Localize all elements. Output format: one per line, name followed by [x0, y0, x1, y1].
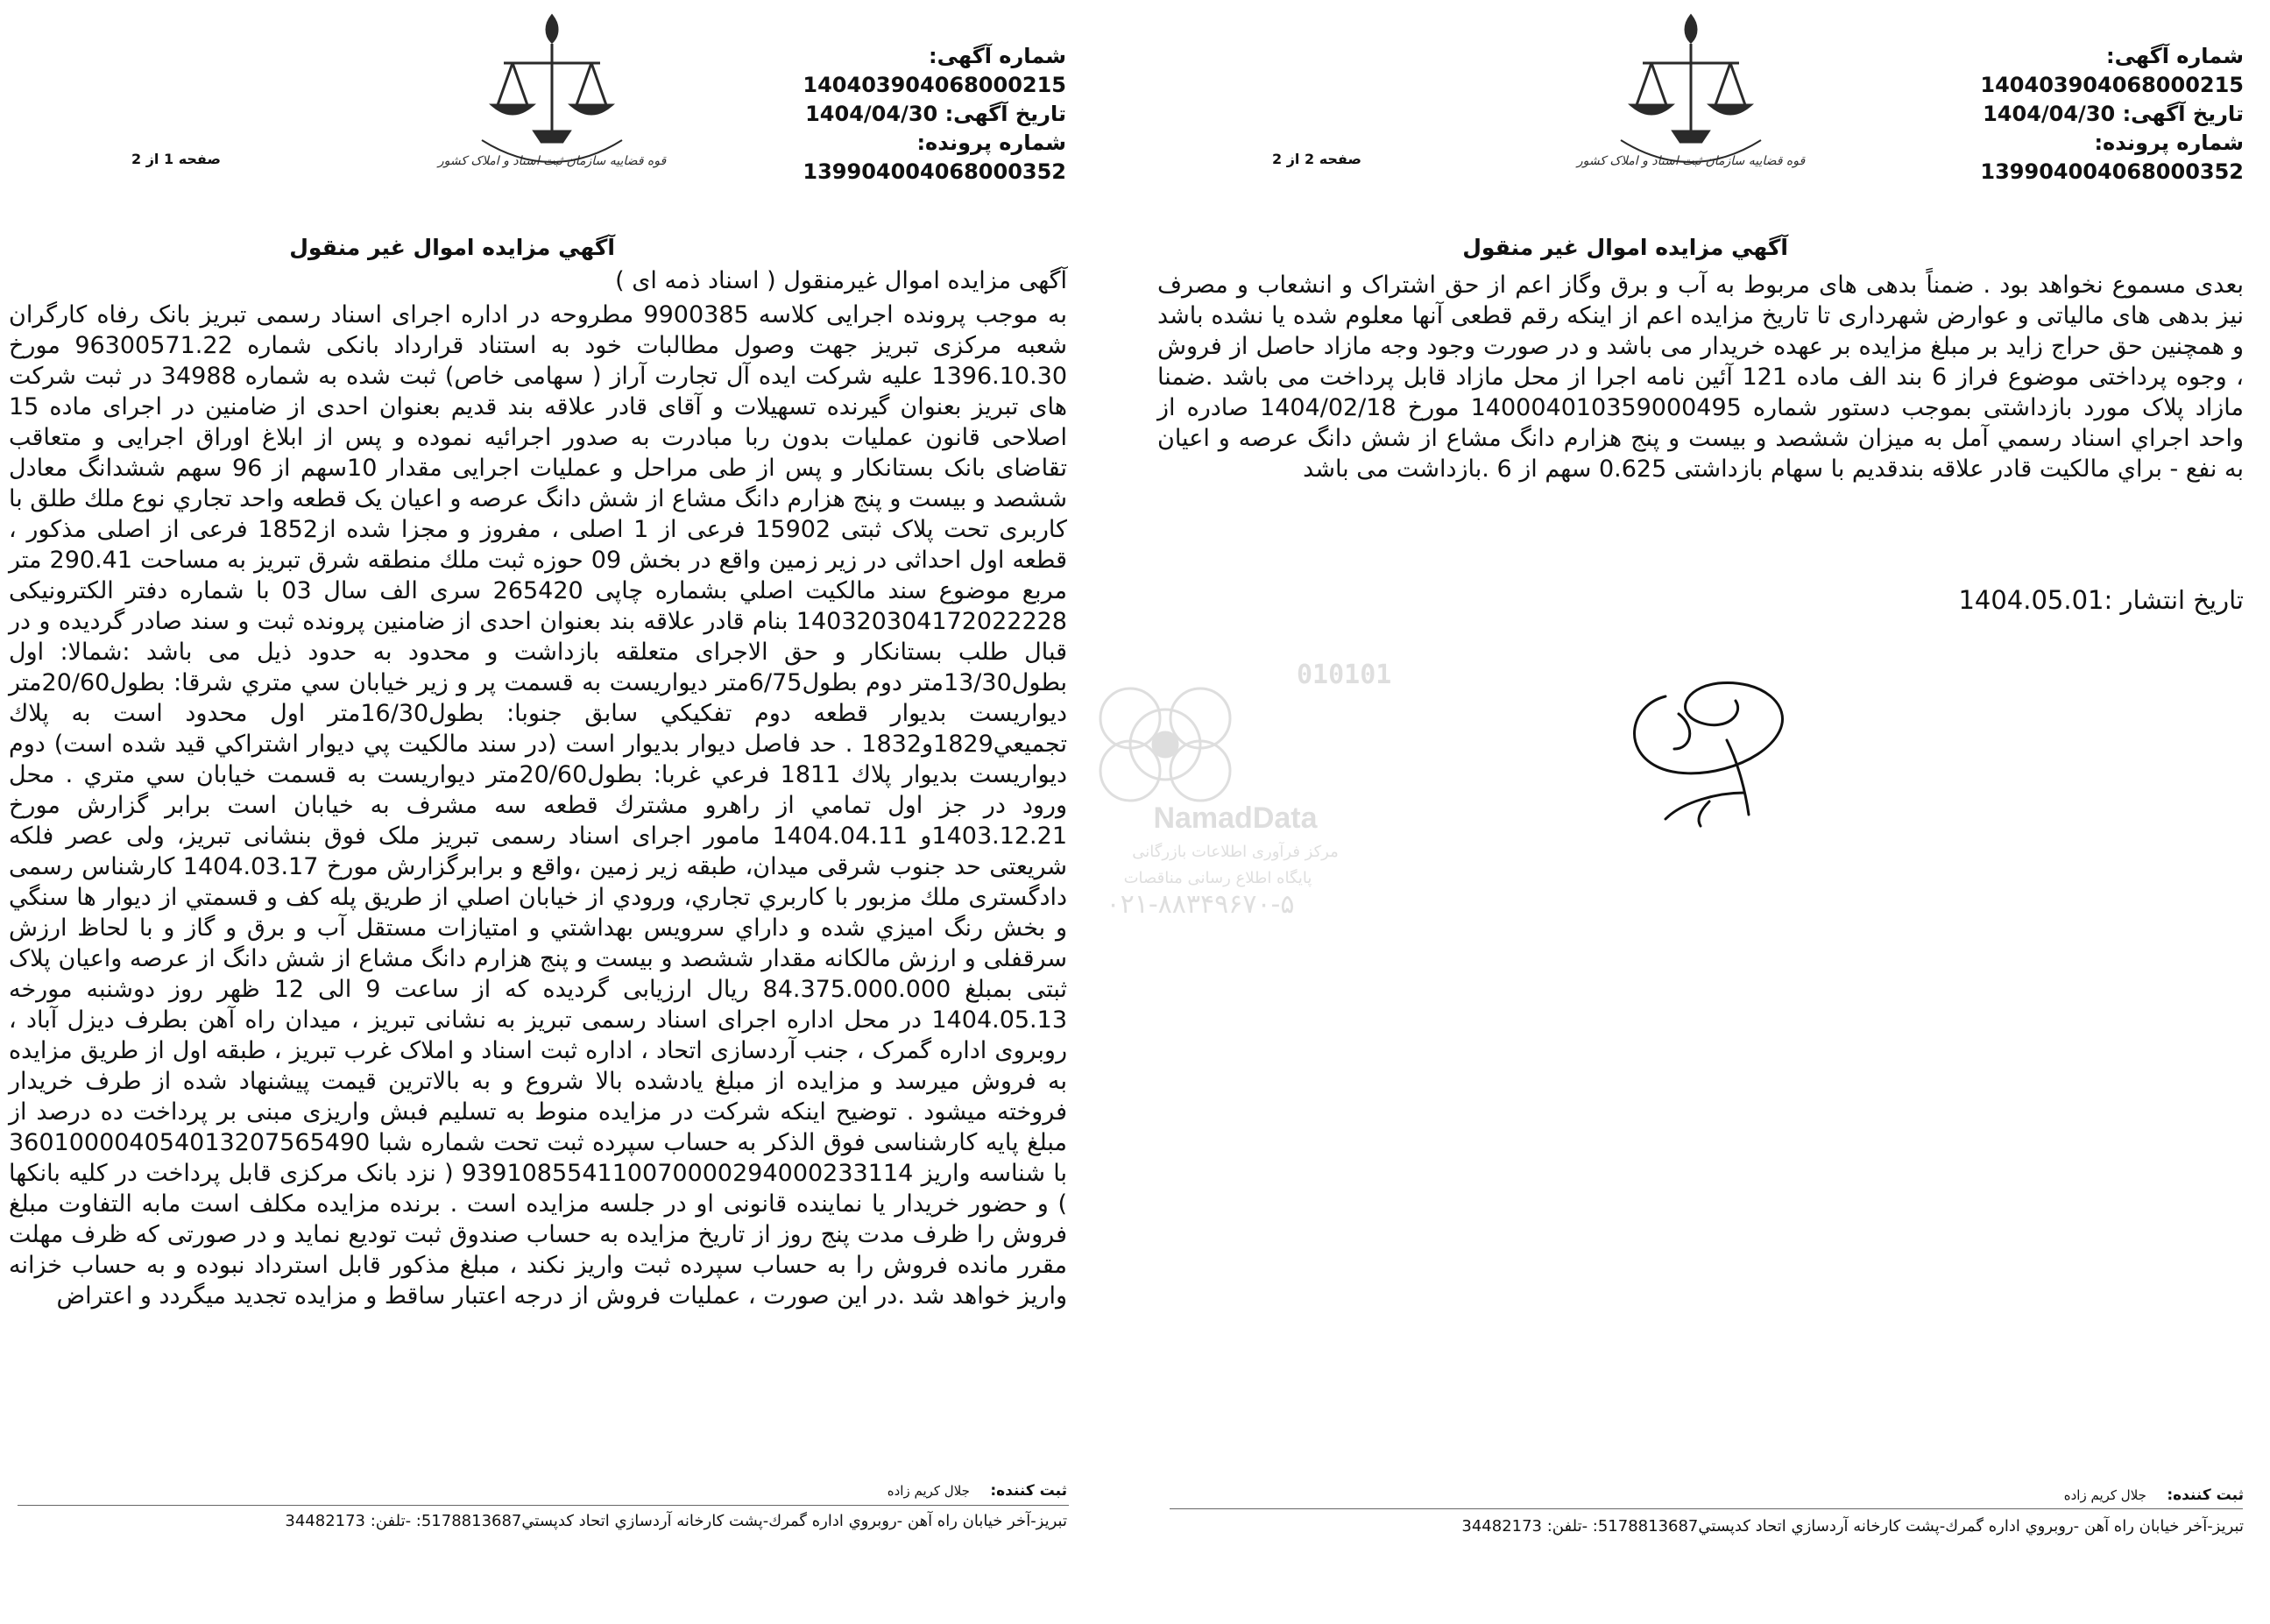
file-number-line [698, 129, 1066, 187]
handwritten-signature [1613, 661, 1797, 837]
judiciary-emblem-icon [437, 9, 667, 197]
office-address-footer: تبريز-آخر خيابان راه آهن -روبروي اداره گمرك-پشت كارخانه آردسازي اتحاد كدپستي5178813687: -تلفن: 34482173 [1461, 1517, 2244, 1536]
watermark-tagline: مرکز فرآوری اطلاعات بازرگانی [1132, 843, 1339, 861]
page-number: صفحه 1 از 2 [131, 151, 221, 167]
ad-number-label: شماره آگهی: [2106, 44, 2244, 68]
footer-divider [18, 1505, 1069, 1506]
ad-number-label: شماره آگهی: [929, 44, 1066, 68]
file-number: 139904004068000352 [803, 159, 1066, 184]
file-number-label: شماره پرونده: [2094, 131, 2244, 155]
announcement-page-1 [0, 0, 1078, 1624]
judiciary-emblem-icon [1576, 9, 1806, 197]
watermark-brand: NamadData [1153, 801, 1318, 835]
emblem-caption: قوه قضاییه سازمان ثبت اسناد و املاک کشور [437, 154, 667, 168]
ad-number: 140403904068000215 [1980, 73, 2244, 97]
ad-date-label: تاریخ آگهی: [944, 102, 1066, 126]
watermark-digits: 010101 [1297, 660, 1392, 690]
ad-number-line [1876, 42, 2244, 100]
registrar-label: ثبت کننده: [990, 1482, 1067, 1500]
header-meta [1876, 42, 2244, 187]
file-number: 139904004068000352 [1980, 159, 2244, 184]
document-subtitle: آگهی مزایده اموال غیرمنقول ( اسناد ذمه ای ) [615, 267, 1067, 294]
header-meta [698, 42, 1066, 187]
registrar-name: جلال کریم زاده [887, 1483, 970, 1499]
ad-date: 1404/04/30 [1983, 102, 2116, 126]
watermark-subline: پایگاه اطلاع رسانی مناقصات [1123, 869, 1312, 887]
footer-divider [1170, 1508, 2243, 1509]
announcement-page-2 [1139, 0, 2270, 1624]
registrar-line [887, 1482, 1067, 1500]
document-title: آگهي مزايده اموال غير منقول [289, 235, 615, 260]
ad-date-label: تاریخ آگهی: [2122, 102, 2244, 126]
ad-number: 140403904068000215 [803, 73, 1066, 97]
ad-number-line [698, 42, 1066, 100]
document-title: آگهي مزايده اموال غير منقول [1462, 235, 1788, 260]
announcement-body: بعدی مسموع نخواهد بود . ضمناً بدهی های مربوط به آب و برق وگاز اعم از حق اشتراک و انشعاب و مصرف نیز بدهی های مالیاتی و عوارض شهرداری تا تاریخ مزایده اعم از اینکه رقم قطعی آنها معلوم شده یا نشده باشد و همچنین حق حراج زاید بر مبلغ مزایده بر عهده خریدار می باشد و در صورت وجود وجه مازاد حاصل از فروش ، وجوه پرداختی موضوع فراز 6 بند الف ماده 121 آئین نامه اجرا از محل مازاد قابل پرداخت می باشد .ضمنا مازاد پلاک مورد بازداشتی بموجب دستور شماره 140004010359000495 مورخ 1404/02/18 صادره از واحد اجراي اسناد رسمي آمل به ميزان ششصد و بيست و پنج هزارم دانگ مشاع از شش دانگ عرصه و اعيان به نفع - براي مالكيت قادر علاقه بندقديم با سهام بازداشتی 0.625 سهم از 6 .بازداشت می باشد [1157, 272, 2244, 483]
page-number: صفحه 2 از 2 [1272, 151, 1361, 167]
announcement-body: به موجب پرونده اجرایی کلاسه 9900385 مطروحه در اداره اجرای اسناد رسمی تبریز بانک رفاه کارگران شعبه مرکزی تبریز جهت وصول مطالبات خود به استناد قرارداد بانکی شماره 96300571.22 مورخ 1396.10.30 علیه شرکت ایده آل تجارت آراز ( سهامی خاص) ثبت شده به شماره 34988 در ثبت شرکت های تبریز بعنوان گیرنده تسهیلات و آقای قادر علاقه بند قدیم بعنوان احدی از ضامنین در اجرای ماده 15 اصلاحی قانون عملیات بدون ربا مبادرت به صدور اجرائیه نموده و پس از ابلاغ اوراق اجرایی و متعاقب تقاضای بانک بستانکار و پس از طی مراحل و عملیات اجرایی مقدار 10سهم از 96 سهم ششدانگ معادل ششصد و بیست و پنج هزارم دانگ مشاع از شش دانگ عرصه و اعیان یک قطعه واحد تجاري نوع ملك طلق با کاربری تحت پلاک ثبتی 15902 فرعی از 1 اصلی ، مفروز و مجزا شده از1852 فرعی از اصلی مذکور ، قطعه اول احداثی در زير زمين واقع در بخش 09 حوزه ثبت ملك منطقه شرق تبريز به مساحت 290.41 متر مربع موضوع سند مالكيت اصلي بشماره چاپی 265420 سری الف سال 03 با شماره دفتر الکترونیکی 140320304172022228 بنام قادر علاقه بند بعنوان احدی از ضامنین پرونده ثبت و سند صادر گردیده و در قبال طلب بستانکار و حق الاجرای متعلقه بازداشت و محدود به حدود ذیل می باشد :شمالا: اول بطول13/30متر دوم بطول6/75متر ديواريست به قسمت پر و زير خيابان سي متري شرقا: بطول20/60متر ديواريست بديوار قطعه دوم تفكيكي سابق جنوبا: بطول16/30متر اول محدود است به پلاك تجميعي1829و1832 . حد فاصل ديوار بديوار است (در سند مالكيت پي ديوار اشتراكي قيد شده است) دوم ديواريست بديوار پلاك 1811 فرعي غربا: بطول20/60متر ديواريست به قسمت خيابان سي متري . محل ورود در جز اول تمامي از راهرو مشترك قطعه سه مشرف به خيابان است برابر گزارش مورخ 1403.12.21و 1404.04.11 مامور اجرای اسناد رسمی تبریز ملک فوق بنشانی تبريز، ولی عصر فلکه شريعتی حد جنوب شرقی ميدان، طبقه زير زمين ،واقع و برابرگزارش مورخ 1404.03.17 کارشناس رسمی دادگستری ملك مزبور با كاربري تجاري، ورودي از خيابان اصلي از طريق پله كف و قسمتي از ديوار ها سنگي و بخش رنگ اميزي شده و داراي سرويس بهداشتي و امتيازات مستقل آب و برق و گاز و با لحاظ ارزش سرقفلی و ارزش مالکانه مقدار ششصد و بیست و پنج هزارم دانگ مشاع از شش دانگ از عرصه واعيان پلاک ثبتی بمبلغ 84.375.000.000 ريال ارزيابی گرديده که از ساعت 9 الی 12 ظهر روز دوشنبه مورخه 1404.05.13 در محل اداره اجرای اسناد رسمی تبریز به نشانی تبریز ، میدان راه آهن بطرف دیزل آباد ، روبروی اداره گمرک ، جنب آردسازی اتحاد ، اداره ثبت اسناد و املاک غرب تبریز ، طبقه اول از طریق مزایده به فروش میرسد و مزایده از مبلغ یادشده بالا شروع و به بالاترین قیمت پیشنهاد شده از طرف خریدار فروخته میشود . توضیح اینکه شرکت در مزایده منوط به تسلیم فبش واریزی مبنی بر پرداخت ده درصد از مبلغ پایه کارشناسی فوق الذکر به حساب سپرده ثبت تحت شماره شبا 360100004054013207565490 با شناسه واریز 939108554110070000294000233114 ( نزد بانک مرکزی قابل پرداخت در کلیه بانکها ) و حضور خریدار یا نماینده قانونی او در جلسه مزایده است . برنده مزایده مکلف است مابه التفاوت مبلغ فروش را ظرف مدت پنج روز از تاریخ مزایده به حساب صندوق ثبت تودیع نماید و در صورتی که ظرف مهلت مقرر مانده فروش را به حساب سپرده ثبت واریز نکند ، مبلغ مذکور قابل استرداد نبوده و به حساب خزانه واریز خواهد شد .در این صورت ، عملیات فروش از درجه اعتبار ساقط و مزایده تجدید میگردد و اعتراض [9, 301, 1068, 1310]
registrar-label: ثبت کننده: [2167, 1486, 2244, 1504]
watermark-phone: ۰۲۱-۸۸۳۴۹۶۷۰-۵ [1106, 889, 1295, 920]
registrar-name: جلال کریم زاده [2063, 1487, 2146, 1503]
ad-date: 1404/04/30 [805, 102, 938, 126]
ad-date-line [698, 100, 1066, 129]
file-number-label: شماره پرونده: [916, 131, 1066, 155]
publish-date: تاریخ انتشار :1404.05.01 [1958, 585, 2244, 615]
emblem-caption: قوه قضاییه سازمان ثبت اسناد و املاک کشور [1576, 154, 1806, 168]
office-address-footer: تبريز-آخر خيابان راه آهن -روبروي اداره گمرك-پشت كارخانه آردسازي اتحاد كدپستي5178813687: -تلفن: 34482173 [285, 1512, 1067, 1530]
ad-date-line [1876, 100, 2244, 129]
file-number-line [1876, 129, 2244, 187]
registrar-line [2064, 1486, 2244, 1504]
